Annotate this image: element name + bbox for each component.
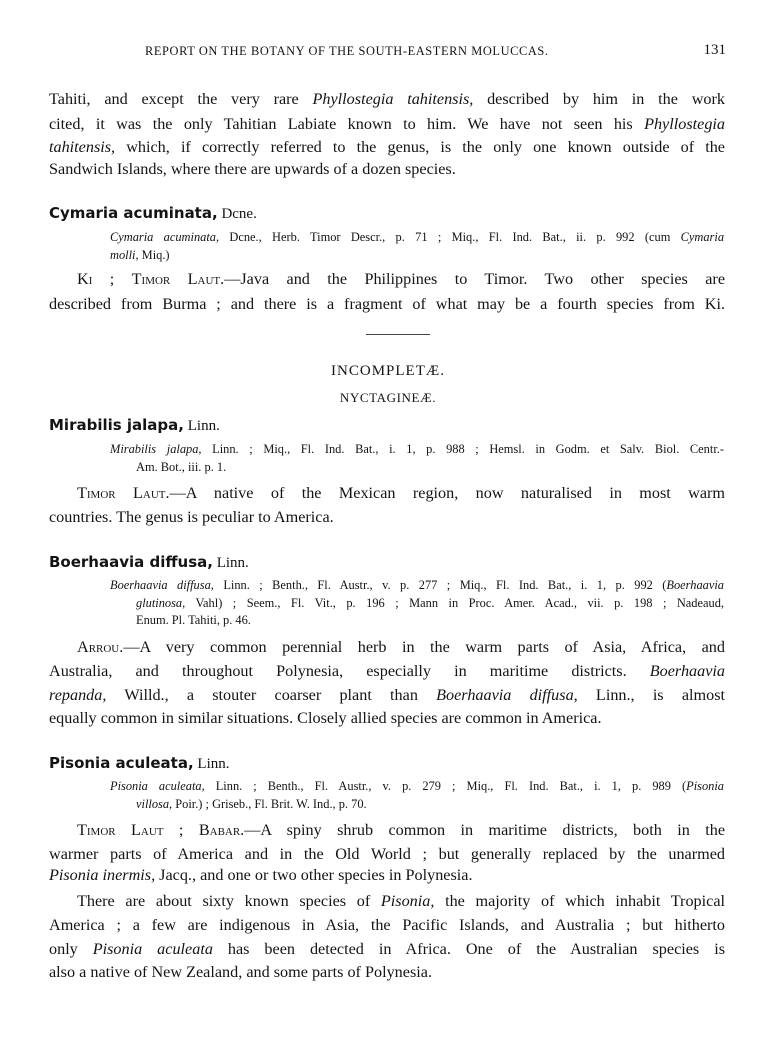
taxon-heading-boerhaavia: Boerhaavia diffusa, Linn. (49, 553, 249, 571)
taxon-heading-mirabilis: Mirabilis jalapa, Linn. (49, 416, 220, 434)
citation-mirabilis-line-1: Mirabilis jalapa, Linn. ; Miq., Fl. Ind. Bat., i. 1, p. 988 ; Hemsl. in Godm. et Salv. Biol. Centr.- (110, 442, 724, 456)
intro-line-4: Sandwich Islands, where there are upwards of a dozen species. (49, 160, 456, 178)
distribution-boerhaavia-line-3: repanda, Willd., a stouter coarser plant than Boerhaavia diffusa, Linn., is almost (49, 686, 725, 704)
distribution-boerhaavia-line-2: Australia, and throughout Polynesia, especially in maritime districts. Boerhaavia (49, 662, 725, 680)
running-header (145, 44, 726, 59)
distribution-pisonia-line-3: Pisonia inermis, Jacq., and one or two other species in Polynesia. (49, 866, 473, 884)
pisonia-paragraph-line-1: There are about sixty known species of Pisonia, the majority of which inhabit Tropical (77, 892, 726, 910)
pisonia-paragraph-line-3: only Pisonia aculeata has been detected in Africa. One of the Australian species is (49, 940, 725, 958)
pisonia-paragraph-line-4: also a native of New Zealand, and some parts of Polynesia. (49, 963, 432, 981)
distribution-mirabilis-line-2: countries. The genus is peculiar to America. (49, 508, 334, 526)
intro-line-2: cited, it was the only Tahitian Labiate known to him. We have not seen his Phyllostegia (49, 115, 725, 133)
distribution-pisonia-line-1: Timor Laut ; Babar.—A spiny shrub common in maritime districts, both in the (77, 821, 726, 839)
running-title: REPORT ON THE BOTANY OF THE SOUTH-EASTERN MOLUCCAS. (145, 44, 549, 58)
distribution-cymaria-line-2: described from Burma ; and there is a fragment of what may be a fourth species from Ki. (49, 295, 725, 313)
taxon-heading-pisonia: Pisonia aculeata, Linn. (49, 754, 230, 772)
intro-line-3: tahitensis, which, if correctly referred to the genus, is the only one known outside of the (49, 138, 725, 156)
intro-line-1: Tahiti, and except the very rare Phyllostegia tahitensis, described by him in the work (49, 90, 725, 108)
citation-mirabilis-line-2: Am. Bot., iii. p. 1. (136, 460, 227, 474)
citation-pisonia-line-2: villosa, Poir.) ; Griseb., Fl. Brit. W. Ind., p. 70. (136, 797, 367, 811)
pisonia-paragraph-line-2: America ; a few are indigenous in Asia, the Pacific Islands, and Australia ; but hitherto (49, 916, 725, 934)
citation-boerhaavia-line-3: Enum. Pl. Tahiti, p. 46. (136, 613, 251, 627)
distribution-cymaria-line-1: Ki ; Timor Laut.—Java and the Philippines to Timor. Two other species are (77, 270, 725, 288)
page-number: 131 (703, 42, 726, 58)
section-divider (366, 334, 430, 335)
taxon-heading-cymaria: Cymaria acuminata, Dcne. (49, 204, 257, 222)
citation-cymaria-line-2: molli, Miq.) (110, 248, 170, 262)
citation-boerhaavia-line-2: glutinosa, Vahl) ; Seem., Fl. Vit., p. 196 ; Mann in Proc. Amer. Acad., vii. p. 198 ; Nadeaud, (136, 596, 724, 610)
citation-cymaria-line-1: Cymaria acuminata, Dcne., Herb. Timor Descr., p. 71 ; Miq., Fl. Ind. Bat., ii. p. 992 (cum Cymaria (110, 230, 725, 244)
citation-boerhaavia-line-1: Boerhaavia diffusa, Linn. ; Benth., Fl. Austr., v. p. 277 ; Miq., Fl. Ind. Bat., i. 1, p. 992 (Boerhaavia (110, 578, 725, 592)
distribution-boerhaavia-line-4: equally common in similar situations. Closely allied species are common in America. (49, 709, 602, 727)
family-title: NYCTAGINEÆ. (339, 390, 437, 405)
distribution-boerhaavia-line-1: Arrou.—A very common perennial herb in the warm parts of Asia, Africa, and (77, 638, 725, 656)
distribution-mirabilis-line-1: Timor Laut.—A native of the Mexican region, now naturalised in most warm (77, 484, 726, 502)
distribution-pisonia-line-2: warmer parts of America and in the Old World ; but generally replaced by the unarmed (49, 845, 725, 863)
citation-pisonia-line-1: Pisonia aculeata, Linn. ; Benth., Fl. Austr., v. p. 279 ; Miq., Fl. Ind. Bat., i. 1, p. 989 (Pisonia (110, 779, 724, 793)
section-title: INCOMPLETÆ. (331, 363, 445, 379)
